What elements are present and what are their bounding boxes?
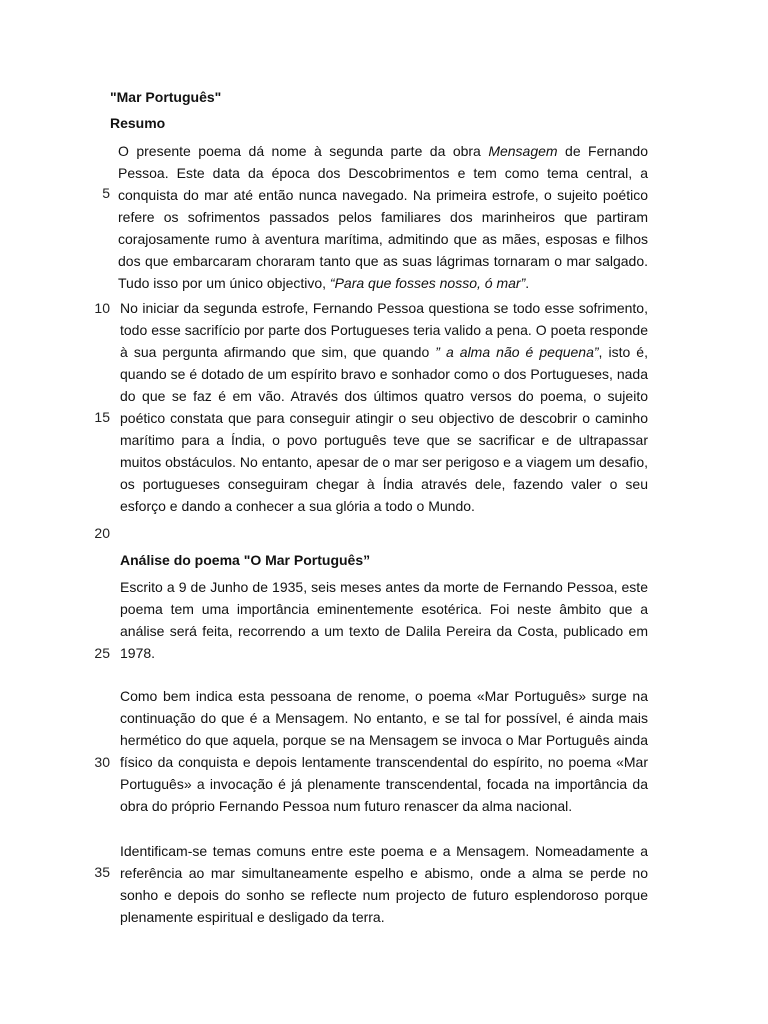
line-number: 5: [102, 185, 110, 201]
summary-heading: Resumo: [110, 115, 166, 131]
line-number: 30: [94, 754, 110, 770]
emphasis-quote-1: “Para que fosses nosso, ó mar”: [329, 275, 526, 291]
line-number: 25: [94, 645, 110, 661]
line-number: 15: [94, 409, 110, 425]
analysis-paragraph-2: Como bem indica esta pessoana de renome, o poema «Mar Português» surge na continuação do que é a Mensagem. No entanto, e se tal for possível, é ainda mais hermético do que aquela, porque se na Mensagem se invoca o Mar Português ainda físico da conquista e depois lentamente transcendental do espírito, no poema «Mar Português» a invocação é já plenamente transcendental, focada na importância da obra do próprio Fernando Pessoa num futuro renascer da alma nacional.: [120, 688, 648, 814]
analysis-paragraph-1: Escrito a 9 de Junho de 1935, seis meses antes da morte de Fernando Pessoa, este poema tem uma importância eminentemente esotérica. Foi neste âmbito que a análise será feita, recorrendo a um texto de Dalila Pereira da Costa, publicado em 1978.: [120, 579, 648, 661]
summary-paragraph-1: O presente poema dá nome à segunda parte da obra Mensagem de Fernando Pessoa. Este data da época dos Descobrimentos e tem como tema central, a conquista do mar até então nunca navegado. Na primeira estrofe, o sujeito poético refere os sofrimentos passados pelos familiares dos marinheiros que partiram corajosamente rumo à aventura marítima, admitindo que as mães, esposas e filhos dos que embarcaram choraram tanto que as suas lágrimas tornaram o mar salgado. Tudo isso por um único objectivo, “Para que fosses nosso, ó mar”.: [118, 143, 648, 291]
summary-paragraph-2: No iniciar da segunda estrofe, Fernando Pessoa questiona se todo esse sofrimento, todo esse sacrifício por parte dos Portugueses teria valido a pena. O poeta responde à sua pergunta afirmando que sim, que quando ” a alma não é pequena”, isto é, quando se é dotado de um espírito bravo e sonhador como o dos Portugueses, nada do que se faz é em vão. Através dos últimos quatro versos do poema, o sujeito poético constata que para conseguir atingir o seu objectivo de descobrir o caminho marítimo para a Índia, o povo português teve que se sacrificar e de ultrapassar muitos obstáculos. No entanto, apesar de o mar ser perigoso e a viagem um desafio, os portugueses conseguiram chegar à Índia através dele, fazendo valer o seu esforço e dando a conhecer a sua glória a todo o Mundo.: [120, 300, 648, 514]
line-number: 10: [94, 300, 110, 316]
emphasis-quote-2: ” a alma não é pequena”: [435, 344, 599, 360]
line-number: 35: [94, 864, 110, 880]
analysis-heading: Análise do poema "O Mar Português”: [120, 552, 371, 568]
poem-title: "Mar Português": [110, 89, 222, 105]
analysis-paragraph-3: Identificam-se temas comuns entre este poema e a Mensagem. Nomeadamente a referência ao mar simultaneamente espelho e abismo, onde a alma se perde no sonho e depois do sonho se reflecte num projecto de futuro esplendoroso porque plenamente espiritual e desligado da terra.: [120, 843, 648, 925]
emphasis-mensagem: Mensagem: [488, 143, 558, 159]
line-number: 20: [94, 525, 110, 541]
